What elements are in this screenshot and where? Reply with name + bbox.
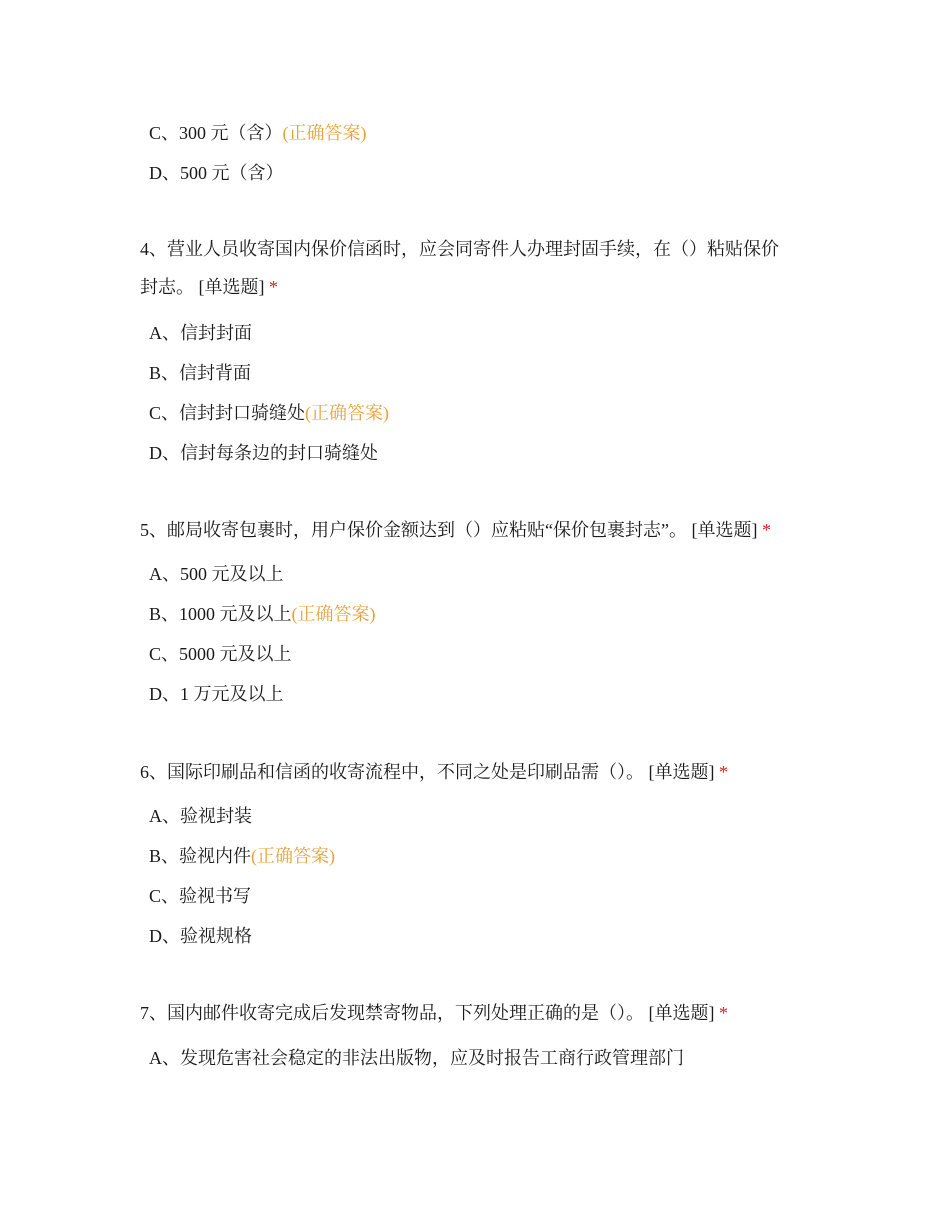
option-text: B、1000 元及以上 bbox=[149, 604, 292, 624]
option-item bbox=[149, 441, 378, 465]
option-text: C、验视书写 bbox=[149, 886, 252, 906]
correct-answer-mark: (正确答案) bbox=[251, 846, 336, 866]
option-item bbox=[149, 401, 389, 425]
option-item bbox=[149, 161, 284, 185]
required-mark: * bbox=[269, 277, 278, 297]
option-item bbox=[149, 642, 292, 666]
option-text: A、500 元及以上 bbox=[149, 564, 284, 584]
option-item bbox=[149, 1046, 684, 1070]
option-item bbox=[149, 562, 284, 586]
option-item bbox=[149, 361, 251, 385]
option-item bbox=[149, 321, 252, 345]
option-item bbox=[149, 844, 335, 868]
option-text: B、验视内件 bbox=[149, 846, 252, 866]
option-text: A、验视封装 bbox=[149, 806, 252, 826]
correct-answer-mark: (正确答案) bbox=[282, 123, 367, 143]
question-type-tag: [单选题] bbox=[691, 520, 758, 540]
option-item bbox=[149, 804, 252, 828]
question-title bbox=[140, 518, 771, 542]
question-type-tag: [单选题] bbox=[198, 277, 265, 297]
option-text: C、300 元（含） bbox=[149, 123, 283, 143]
question-text: 4、营业人员收寄国内保价信函时，应会同寄件人办理封固手续，在（）粘贴保价 bbox=[140, 239, 779, 259]
option-text: A、发现危害社会稳定的非法出版物，应及时报告工商行政管理部门 bbox=[149, 1048, 684, 1068]
question-title bbox=[140, 760, 728, 784]
question-title bbox=[140, 237, 779, 261]
option-text: C、信封封口骑缝处 bbox=[149, 403, 306, 423]
option-text: B、信封背面 bbox=[149, 363, 252, 383]
option-text: D、验视规格 bbox=[149, 926, 252, 946]
question-text: 7、国内邮件收寄完成后发现禁寄物品，下列处理正确的是（）。 bbox=[140, 1003, 644, 1023]
option-item bbox=[149, 924, 252, 948]
required-mark: * bbox=[761, 520, 771, 540]
option-text: C、5000 元及以上 bbox=[149, 644, 292, 664]
question-text: 封志。 bbox=[140, 277, 194, 297]
option-item bbox=[149, 121, 367, 145]
question-type-tag: [单选题] bbox=[648, 1003, 715, 1023]
question-title bbox=[140, 1001, 728, 1025]
question-text: 6、国际印刷品和信函的收寄流程中，不同之处是印刷品需（）。 bbox=[140, 762, 644, 782]
question-text: 5、邮局收寄包裹时，用户保价金额达到（）应粘贴“保价包裹封志”。 bbox=[140, 520, 687, 540]
correct-answer-mark: (正确答案) bbox=[291, 604, 376, 624]
option-item bbox=[149, 682, 284, 706]
option-text: D、1 万元及以上 bbox=[149, 684, 284, 704]
required-mark: * bbox=[719, 762, 728, 782]
option-item bbox=[149, 602, 376, 626]
correct-answer-mark: (正确答案) bbox=[305, 403, 390, 423]
option-item bbox=[149, 884, 251, 908]
required-mark: * bbox=[719, 1003, 728, 1023]
option-text: A、信封封面 bbox=[149, 323, 252, 343]
option-text: D、信封每条边的封口骑缝处 bbox=[149, 443, 378, 463]
question-type-tag: [单选题] bbox=[648, 762, 715, 782]
option-text: D、500 元（含） bbox=[149, 163, 284, 183]
question-title-continuation bbox=[140, 275, 278, 299]
